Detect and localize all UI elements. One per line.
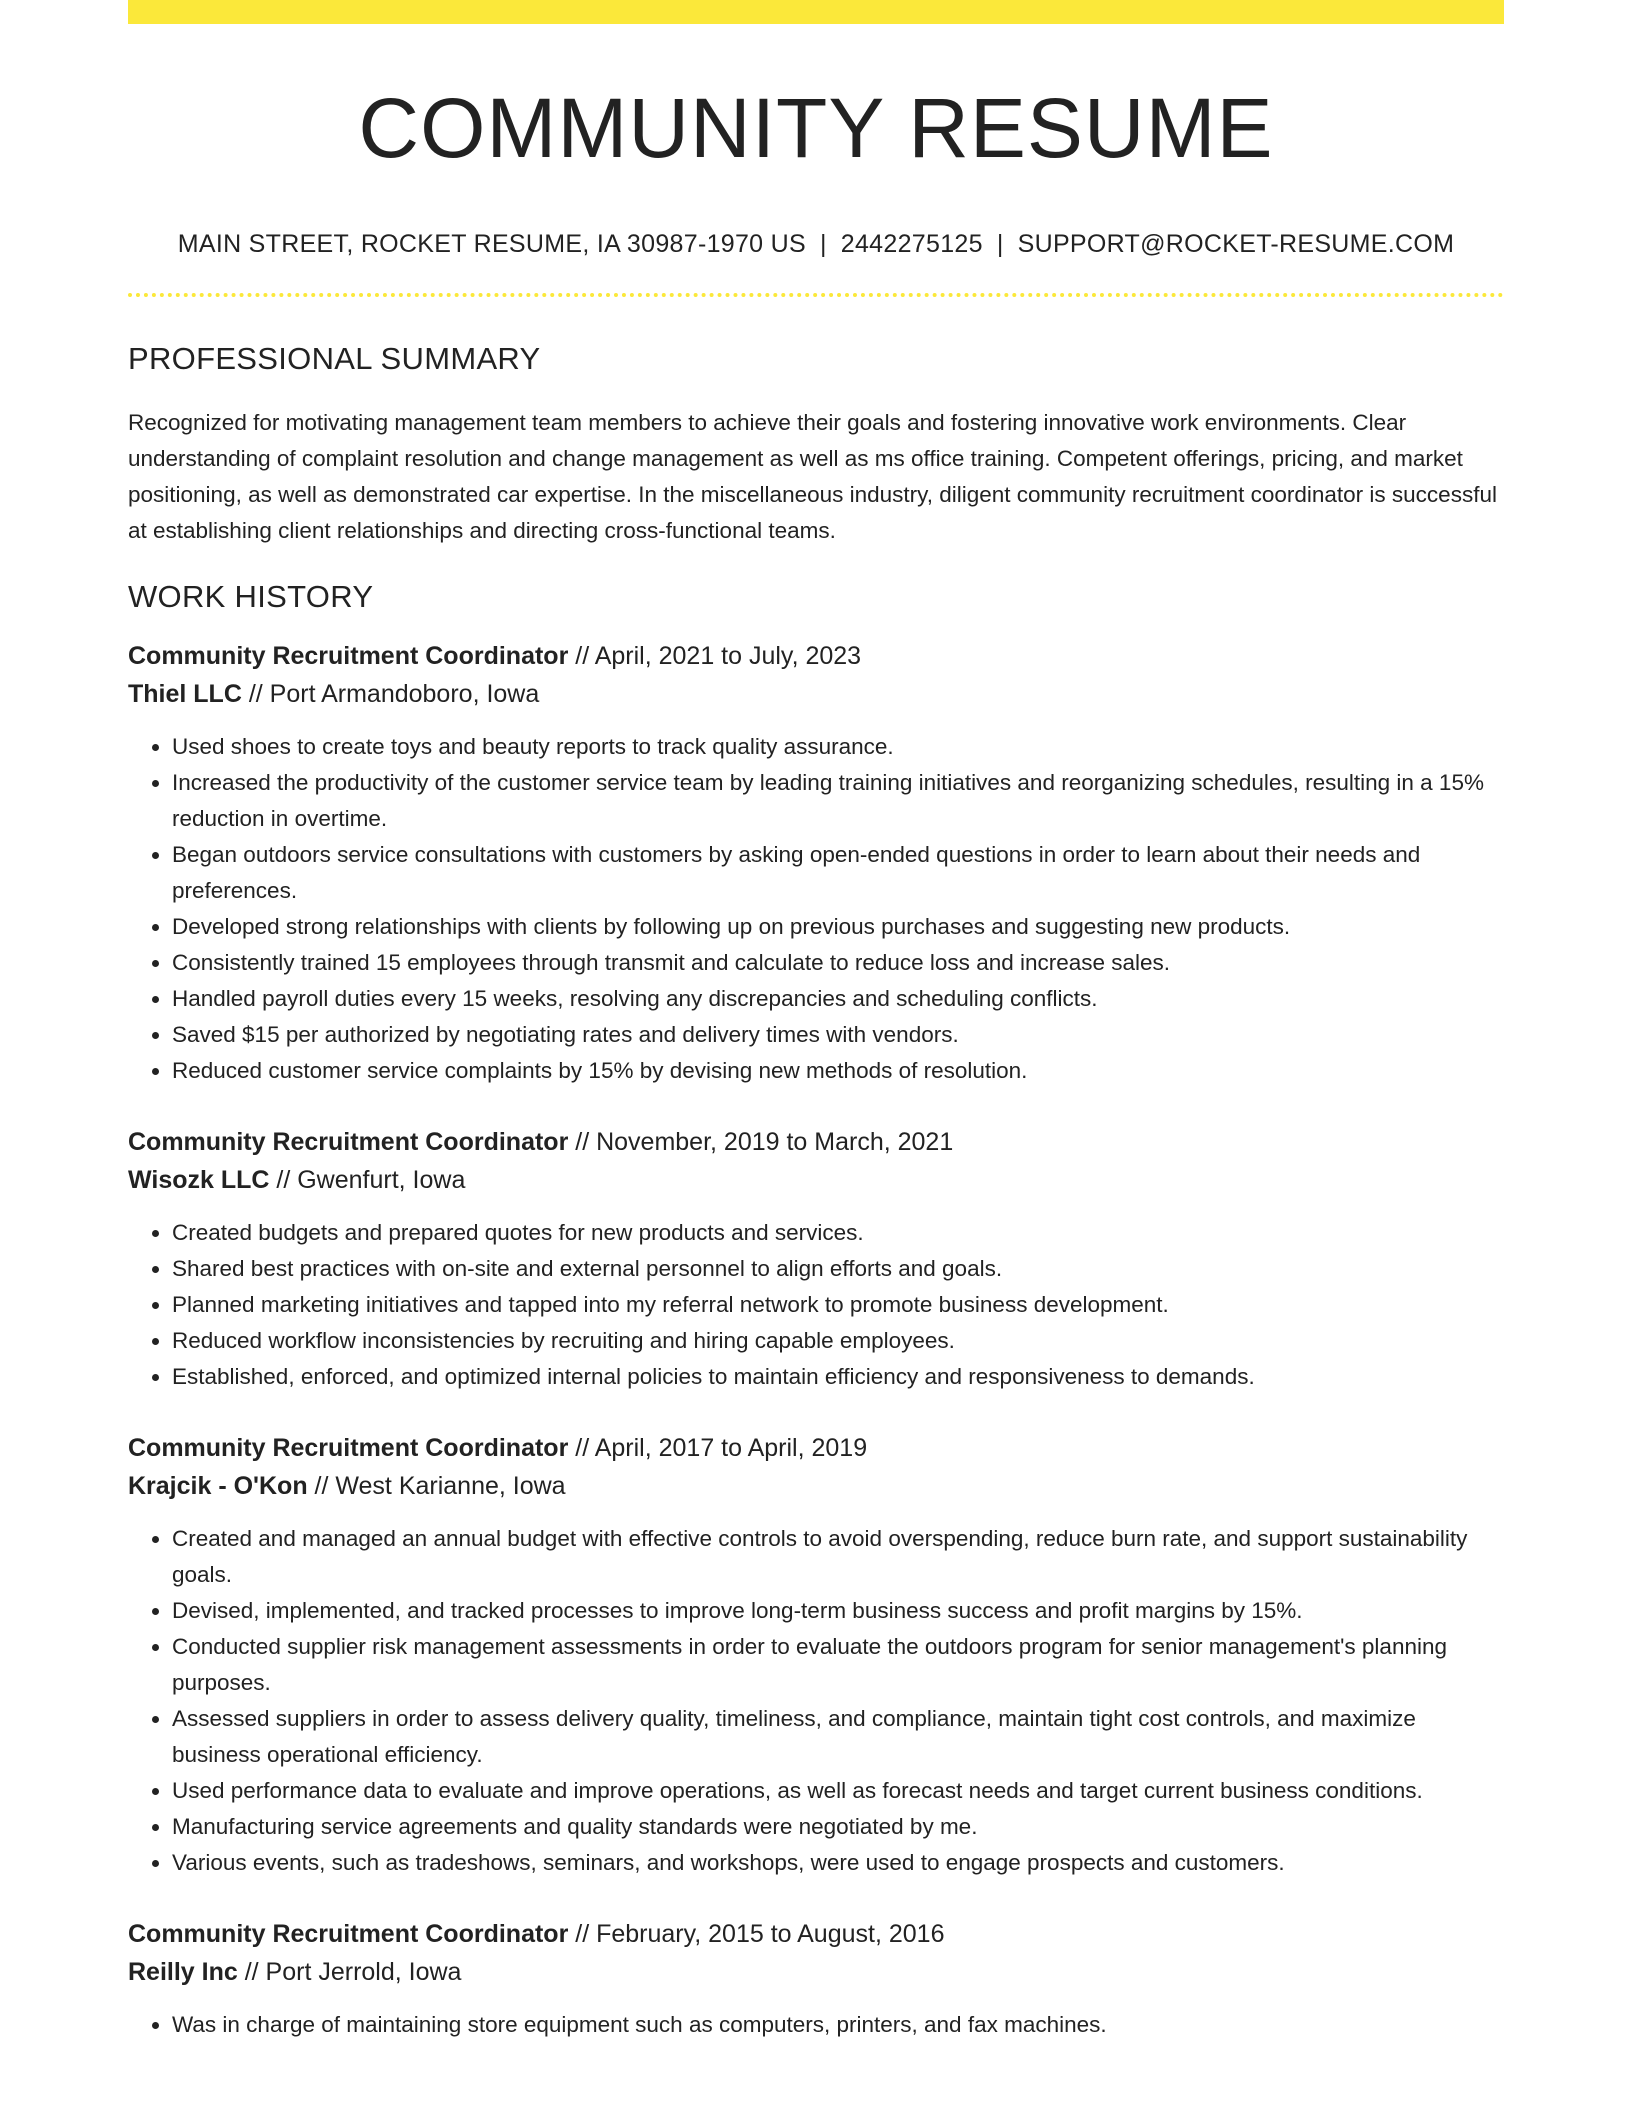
job-position: Community Recruitment Coordinator — [128, 642, 569, 671]
job-bullets — [128, 1215, 1504, 1395]
job-bullets — [128, 729, 1504, 1089]
job-location: // West Karianne, Iowa — [307, 1472, 566, 1501]
work-history-list — [128, 637, 1504, 2043]
job-position: Community Recruitment Coordinator — [128, 1434, 569, 1463]
job-entry — [128, 1123, 1504, 1395]
job-bullet: • Established, enforced, and optimized internal policies to maintain efficiency and responsiveness to demands. — [172, 1359, 1504, 1395]
job-bullet: • Created and managed an annual budget with effective controls to avoid overspending, reduce burn rate, and support sustainability goals. — [172, 1521, 1504, 1593]
job-entry — [128, 1429, 1504, 1881]
job-company: Krajcik - O'Kon — [128, 1472, 308, 1501]
job-company-line — [128, 1467, 1504, 1505]
job-bullet: • Began outdoors service consultations with customers by asking open-ended questions in order to learn about their needs and preferences. — [172, 837, 1504, 909]
job-position: Community Recruitment Coordinator — [128, 1920, 569, 1949]
job-bullet: • Manufacturing service agreements and quality standards were negotiated by me. — [172, 1809, 1504, 1845]
job-dates: // November, 2019 to March, 2021 — [568, 1128, 954, 1157]
job-company: Wisozk LLC — [128, 1166, 270, 1195]
contact-line — [128, 230, 1504, 259]
job-bullets — [128, 1521, 1504, 1881]
accent-top-bar — [128, 0, 1504, 24]
resume-name: COMMUNITY RESUME — [358, 81, 1274, 175]
contact-email: SUPPORT@ROCKET-RESUME.COM — [1017, 230, 1455, 259]
job-bullet: • Assessed suppliers in order to assess delivery quality, timeliness, and compliance, maintain tight cost controls, and maximize business operational efficiency. — [172, 1701, 1504, 1773]
job-company-line — [128, 1161, 1504, 1199]
job-bullet: • Reduced customer service complaints by 15% by devising new methods of resolution. — [172, 1053, 1504, 1089]
job-title-line — [128, 1429, 1504, 1467]
job-company: Thiel LLC — [128, 680, 242, 709]
summary-text: Recognized for motivating management team members to achieve their goals and fostering innovative work environments. Clear understanding of complaint resolution and change management as well as ms office training. Competent offerings, pricing, and market positioning, as well as demonstrated car expertise. In the miscellaneous industry, diligent community recruitment coordinator is successful at establishing client relationships and directing cross-functional teams. — [128, 410, 1497, 544]
job-bullets — [128, 2007, 1504, 2043]
job-bullet: • Created budgets and prepared quotes for new products and services. — [172, 1215, 1504, 1251]
job-company-line — [128, 1953, 1504, 1991]
job-position: Community Recruitment Coordinator — [128, 1128, 569, 1157]
job-title-line — [128, 1123, 1504, 1161]
job-entry — [128, 637, 1504, 1089]
job-dates: // April, 2017 to April, 2019 — [568, 1434, 868, 1463]
work-history-heading: WORK HISTORY — [128, 579, 374, 615]
job-bullet: • Used shoes to create toys and beauty reports to track quality assurance. — [172, 729, 1504, 765]
job-location: // Gwenfurt, Iowa — [269, 1166, 466, 1195]
job-bullet: • Was in charge of maintaining store equipment such as computers, printers, and fax machines. — [172, 2007, 1504, 2043]
job-bullet: • Handled payroll duties every 15 weeks, resolving any discrepancies and scheduling conflicts. — [172, 981, 1504, 1017]
job-dates: // February, 2015 to August, 2016 — [568, 1920, 945, 1949]
job-entry — [128, 1915, 1504, 2043]
summary-heading: PROFESSIONAL SUMMARY — [128, 341, 541, 377]
job-bullet: • Devised, implemented, and tracked processes to improve long-term business success and profit margins by 15%. — [172, 1593, 1504, 1629]
job-bullet: • Used performance data to evaluate and improve operations, as well as forecast needs and target current business conditions. — [172, 1773, 1504, 1809]
job-bullet: • Planned marketing initiatives and tapped into my referral network to promote business development. — [172, 1287, 1504, 1323]
job-bullet: • Consistently trained 15 employees through transmit and calculate to reduce loss and increase sales. — [172, 945, 1504, 981]
job-title-line — [128, 1915, 1504, 1953]
contact-address: MAIN STREET, ROCKET RESUME, IA 30987-1970 US — [177, 230, 806, 259]
job-bullet: • Shared best practices with on-site and external personnel to align efforts and goals. — [172, 1251, 1504, 1287]
job-bullet: • Various events, such as tradeshows, seminars, and workshops, were used to engage prospects and customers. — [172, 1845, 1504, 1881]
job-bullet: • Conducted supplier risk management assessments in order to evaluate the outdoors program for senior management's planning purposes. — [172, 1629, 1504, 1701]
dotted-divider — [128, 293, 1504, 297]
contact-phone: 2442275125 — [840, 230, 983, 259]
job-bullet: • Reduced workflow inconsistencies by recruiting and hiring capable employees. — [172, 1323, 1504, 1359]
job-location: // Port Jerrold, Iowa — [237, 1958, 462, 1987]
job-bullet: • Saved $15 per authorized by negotiating rates and delivery times with vendors. — [172, 1017, 1504, 1053]
job-title-line — [128, 637, 1504, 675]
job-location: // Port Armandoboro, Iowa — [241, 680, 540, 709]
contact-separator: | — [996, 230, 1004, 259]
job-company: Reilly Inc — [128, 1958, 238, 1987]
job-company-line — [128, 675, 1504, 713]
contact-separator: | — [819, 230, 827, 259]
job-bullet: • Developed strong relationships with clients by following up on previous purchases and suggesting new products. — [172, 909, 1504, 945]
job-bullet: • Increased the productivity of the customer service team by leading training initiatives and reorganizing schedules, resulting in a 15% reduction in overtime. — [172, 765, 1504, 837]
job-dates: // April, 2021 to July, 2023 — [568, 642, 862, 671]
resume-page — [128, 0, 1504, 2043]
